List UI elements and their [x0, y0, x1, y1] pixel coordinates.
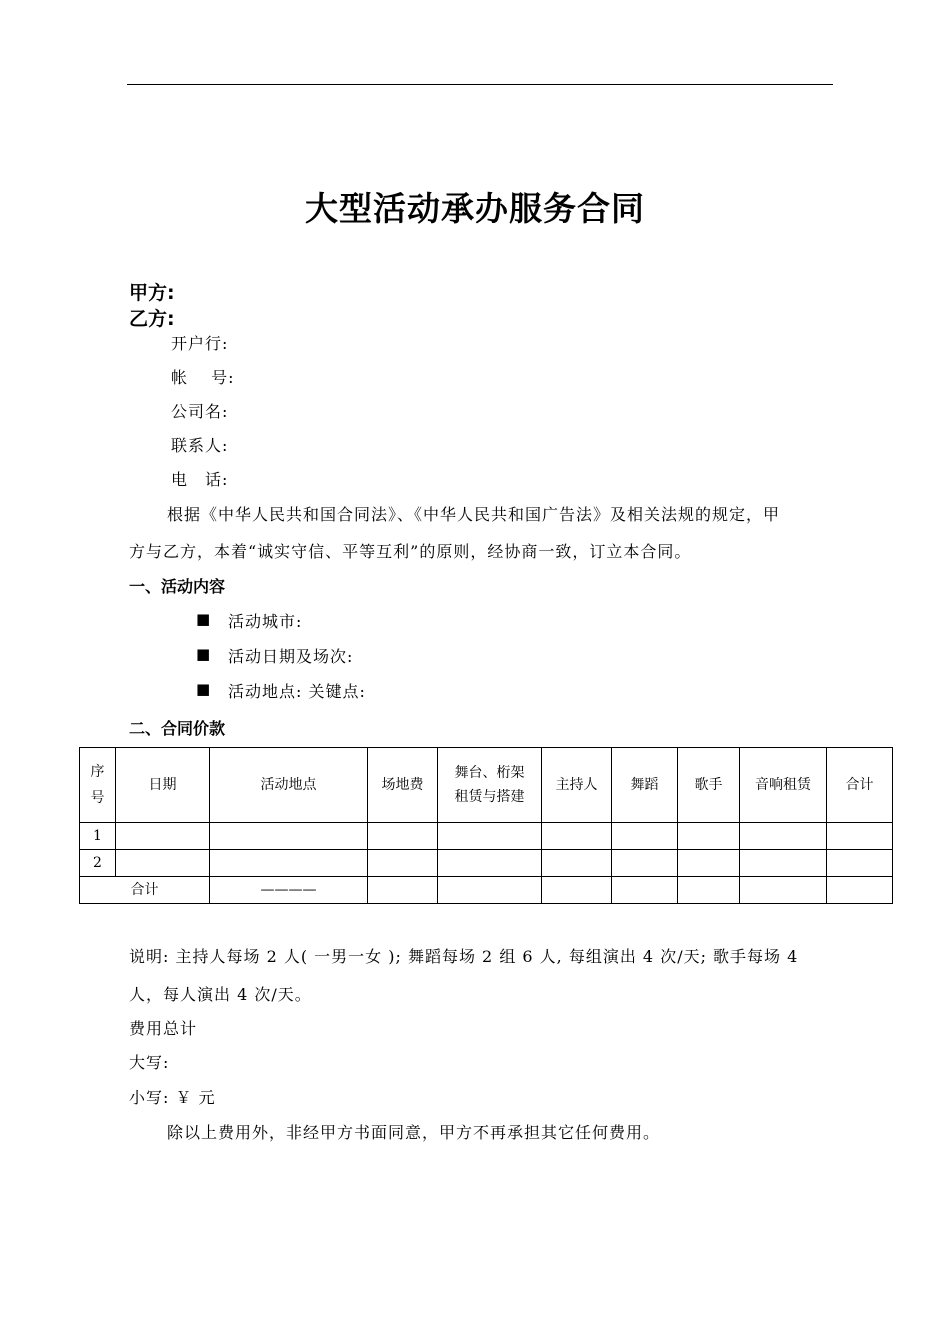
price-table: [79, 747, 893, 904]
row-singer-cell: [678, 823, 740, 850]
table-row: [80, 823, 893, 850]
row-date-cell: [116, 850, 210, 877]
closing-clause: 除以上费用外，非经甲方书面同意，甲方不再承担其它任何费用。: [167, 1123, 661, 1142]
header-stage-line-2: 租赁与搭建: [454, 789, 525, 805]
header-singer: 歌手: [678, 748, 740, 823]
company-field-label: 公司名:: [171, 402, 229, 421]
row-host-cell: [542, 823, 612, 850]
header-seq: [80, 748, 116, 823]
bullet-square-icon: ■: [196, 610, 211, 628]
total-host-cell: [542, 877, 612, 904]
header-stage-line-1: 舞台、桁架: [454, 765, 525, 781]
row-sound-cell: [740, 850, 827, 877]
activity-date-label: 活动日期及场次:: [228, 647, 354, 666]
total-singer-cell: [678, 877, 740, 904]
bullet-square-icon: ■: [196, 645, 211, 663]
header-sound: 音响租赁: [740, 748, 827, 823]
activity-venue-label: 活动地点: 关键点:: [228, 682, 366, 701]
row-dance-cell: [612, 823, 678, 850]
total-dance-cell: [612, 877, 678, 904]
contract-title: 大型活动承办服务合同: [305, 189, 645, 228]
row-singer-cell: [678, 850, 740, 877]
total-total-cell: [827, 877, 893, 904]
total-row-label: 合计: [80, 877, 210, 904]
header-host: 主持人: [542, 748, 612, 823]
header-venue-fee: 场地费: [368, 748, 438, 823]
header-dance: 舞蹈: [612, 748, 678, 823]
account-field-label: 帐 号:: [171, 368, 235, 387]
section-2-heading: 二、合同价款: [129, 719, 226, 738]
total-venue-fee-cell: [368, 877, 438, 904]
bullet-square-icon: ■: [196, 680, 211, 698]
header-total: 合计: [827, 748, 893, 823]
party-b-label: 乙方:: [129, 308, 175, 330]
section-1-heading: 一、活动内容: [129, 577, 226, 596]
row-venue-cell: [210, 823, 368, 850]
table-row: [80, 850, 893, 877]
row-date-cell: [116, 823, 210, 850]
row-stage-cell: [438, 850, 542, 877]
uppercase-amount-label: 大写:: [129, 1053, 170, 1072]
row-venue-fee-cell: [368, 850, 438, 877]
table-total-row: [80, 877, 893, 904]
note-line-2: 人，每人演出 4 次/天。: [129, 985, 312, 1004]
total-stage-cell: [438, 877, 542, 904]
header-rule: [127, 84, 833, 85]
header-stage: [438, 748, 542, 823]
row-total-cell: [827, 823, 893, 850]
lowercase-amount-label: 小写: ￥ 元: [129, 1088, 216, 1107]
header-seq-line-2: 号: [90, 790, 105, 806]
activity-city-label: 活动城市:: [228, 612, 303, 631]
row-seq: 1: [80, 823, 116, 850]
note-line-1: 说明: 主持人每场 2 人( 一男一女 ); 舞蹈每场 2 组 6 人, 每组演出 4 次/天; 歌手每场 4: [129, 947, 799, 966]
bank-field-label: 开户行:: [171, 334, 229, 353]
fee-total-label: 费用总计: [129, 1019, 198, 1038]
row-stage-cell: [438, 823, 542, 850]
row-venue-fee-cell: [368, 823, 438, 850]
total-row-venue: ————: [210, 877, 368, 904]
header-seq-line-1: 序: [90, 764, 105, 780]
row-host-cell: [542, 850, 612, 877]
header-venue: 活动地点: [210, 748, 368, 823]
row-sound-cell: [740, 823, 827, 850]
row-dance-cell: [612, 850, 678, 877]
contact-field-label: 联系人:: [171, 436, 229, 455]
row-venue-cell: [210, 850, 368, 877]
row-seq: 2: [80, 850, 116, 877]
phone-field-label: 电 话:: [171, 470, 229, 489]
preamble-line-2: 方与乙方，本着“诚实守信、平等互利”的原则，经协商一致，订立本合同。: [129, 542, 692, 561]
preamble-line-1: 根据《中华人民共和国合同法》、《中华人民共和国广告法》及相关法规的规定，甲: [167, 505, 781, 524]
header-date: 日期: [116, 748, 210, 823]
total-sound-cell: [740, 877, 827, 904]
row-total-cell: [827, 850, 893, 877]
party-a-label: 甲方:: [129, 282, 175, 304]
table-header-row: [80, 748, 893, 823]
